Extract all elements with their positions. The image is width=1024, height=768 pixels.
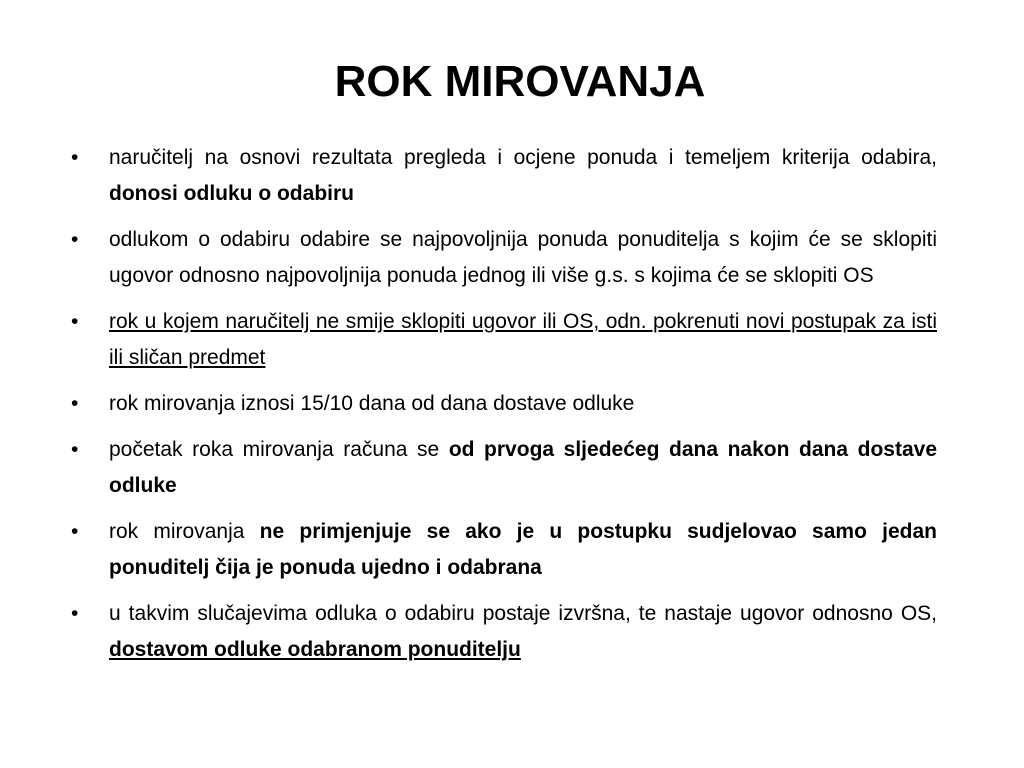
bullet-dot-icon: •: [71, 310, 79, 333]
bullet-text-segment: od prvoga sljedećeg dana nakon dana dostave odluke: [109, 438, 938, 497]
bullet-dot-icon: •: [71, 520, 79, 543]
bullet-dot-icon: •: [71, 146, 79, 169]
bullet-dot-icon: •: [71, 438, 79, 461]
bullet-item: [71, 514, 937, 586]
bullet-list: [71, 140, 937, 678]
bullet-item: [71, 222, 937, 294]
bullet-text-segment: dostavom odluke odabranom ponuditelju: [109, 638, 521, 661]
slide-title: ROK MIROVANJA: [334, 57, 706, 106]
bullet-item: [71, 140, 937, 212]
bullet-text-segment: odlukom o odabiru odabire se najpovoljnija ponuda ponuditelja s kojim će se sklopiti ugovor odnosno najpovoljnija ponuda jednog ili više g.s. s kojima će se sklopiti OS: [109, 228, 937, 287]
bullet-item: [71, 596, 937, 668]
bullet-text-segment: rok mirovanja iznosi 15/10 dana od dana dostave odluke: [109, 392, 635, 415]
bullet-item: [71, 432, 937, 504]
bullet-text-segment: u takvim slučajevima odluka o odabiru postaje izvršna, te nastaje ugovor odnosno OS,: [109, 602, 937, 625]
bullet-text-segment: ne primjenjuje se ako je u postupku sudjelovao samo jedan ponuditelj čija je ponuda ujedno i odabrana: [109, 520, 937, 579]
bullet-dot-icon: •: [71, 602, 79, 625]
bullet-text-segment: donosi odluku o odabiru: [109, 182, 354, 205]
bullet-text-segment: rok u kojem naručitelj ne smije sklopiti ugovor ili OS, odn. pokrenuti novi postupak za isti ili sličan predmet: [109, 310, 937, 369]
bullet-item: [71, 386, 937, 422]
bullet-dot-icon: •: [71, 392, 79, 415]
bullet-item: [71, 304, 937, 376]
bullet-text-segment: rok mirovanja: [109, 520, 260, 543]
bullet-text-segment: početak roka mirovanja računa se: [109, 438, 449, 461]
bullet-text-segment: naručitelj na osnovi rezultata pregleda i ocjene ponuda i temeljem kriterija odabira,: [109, 146, 937, 169]
bullet-dot-icon: •: [71, 228, 79, 251]
